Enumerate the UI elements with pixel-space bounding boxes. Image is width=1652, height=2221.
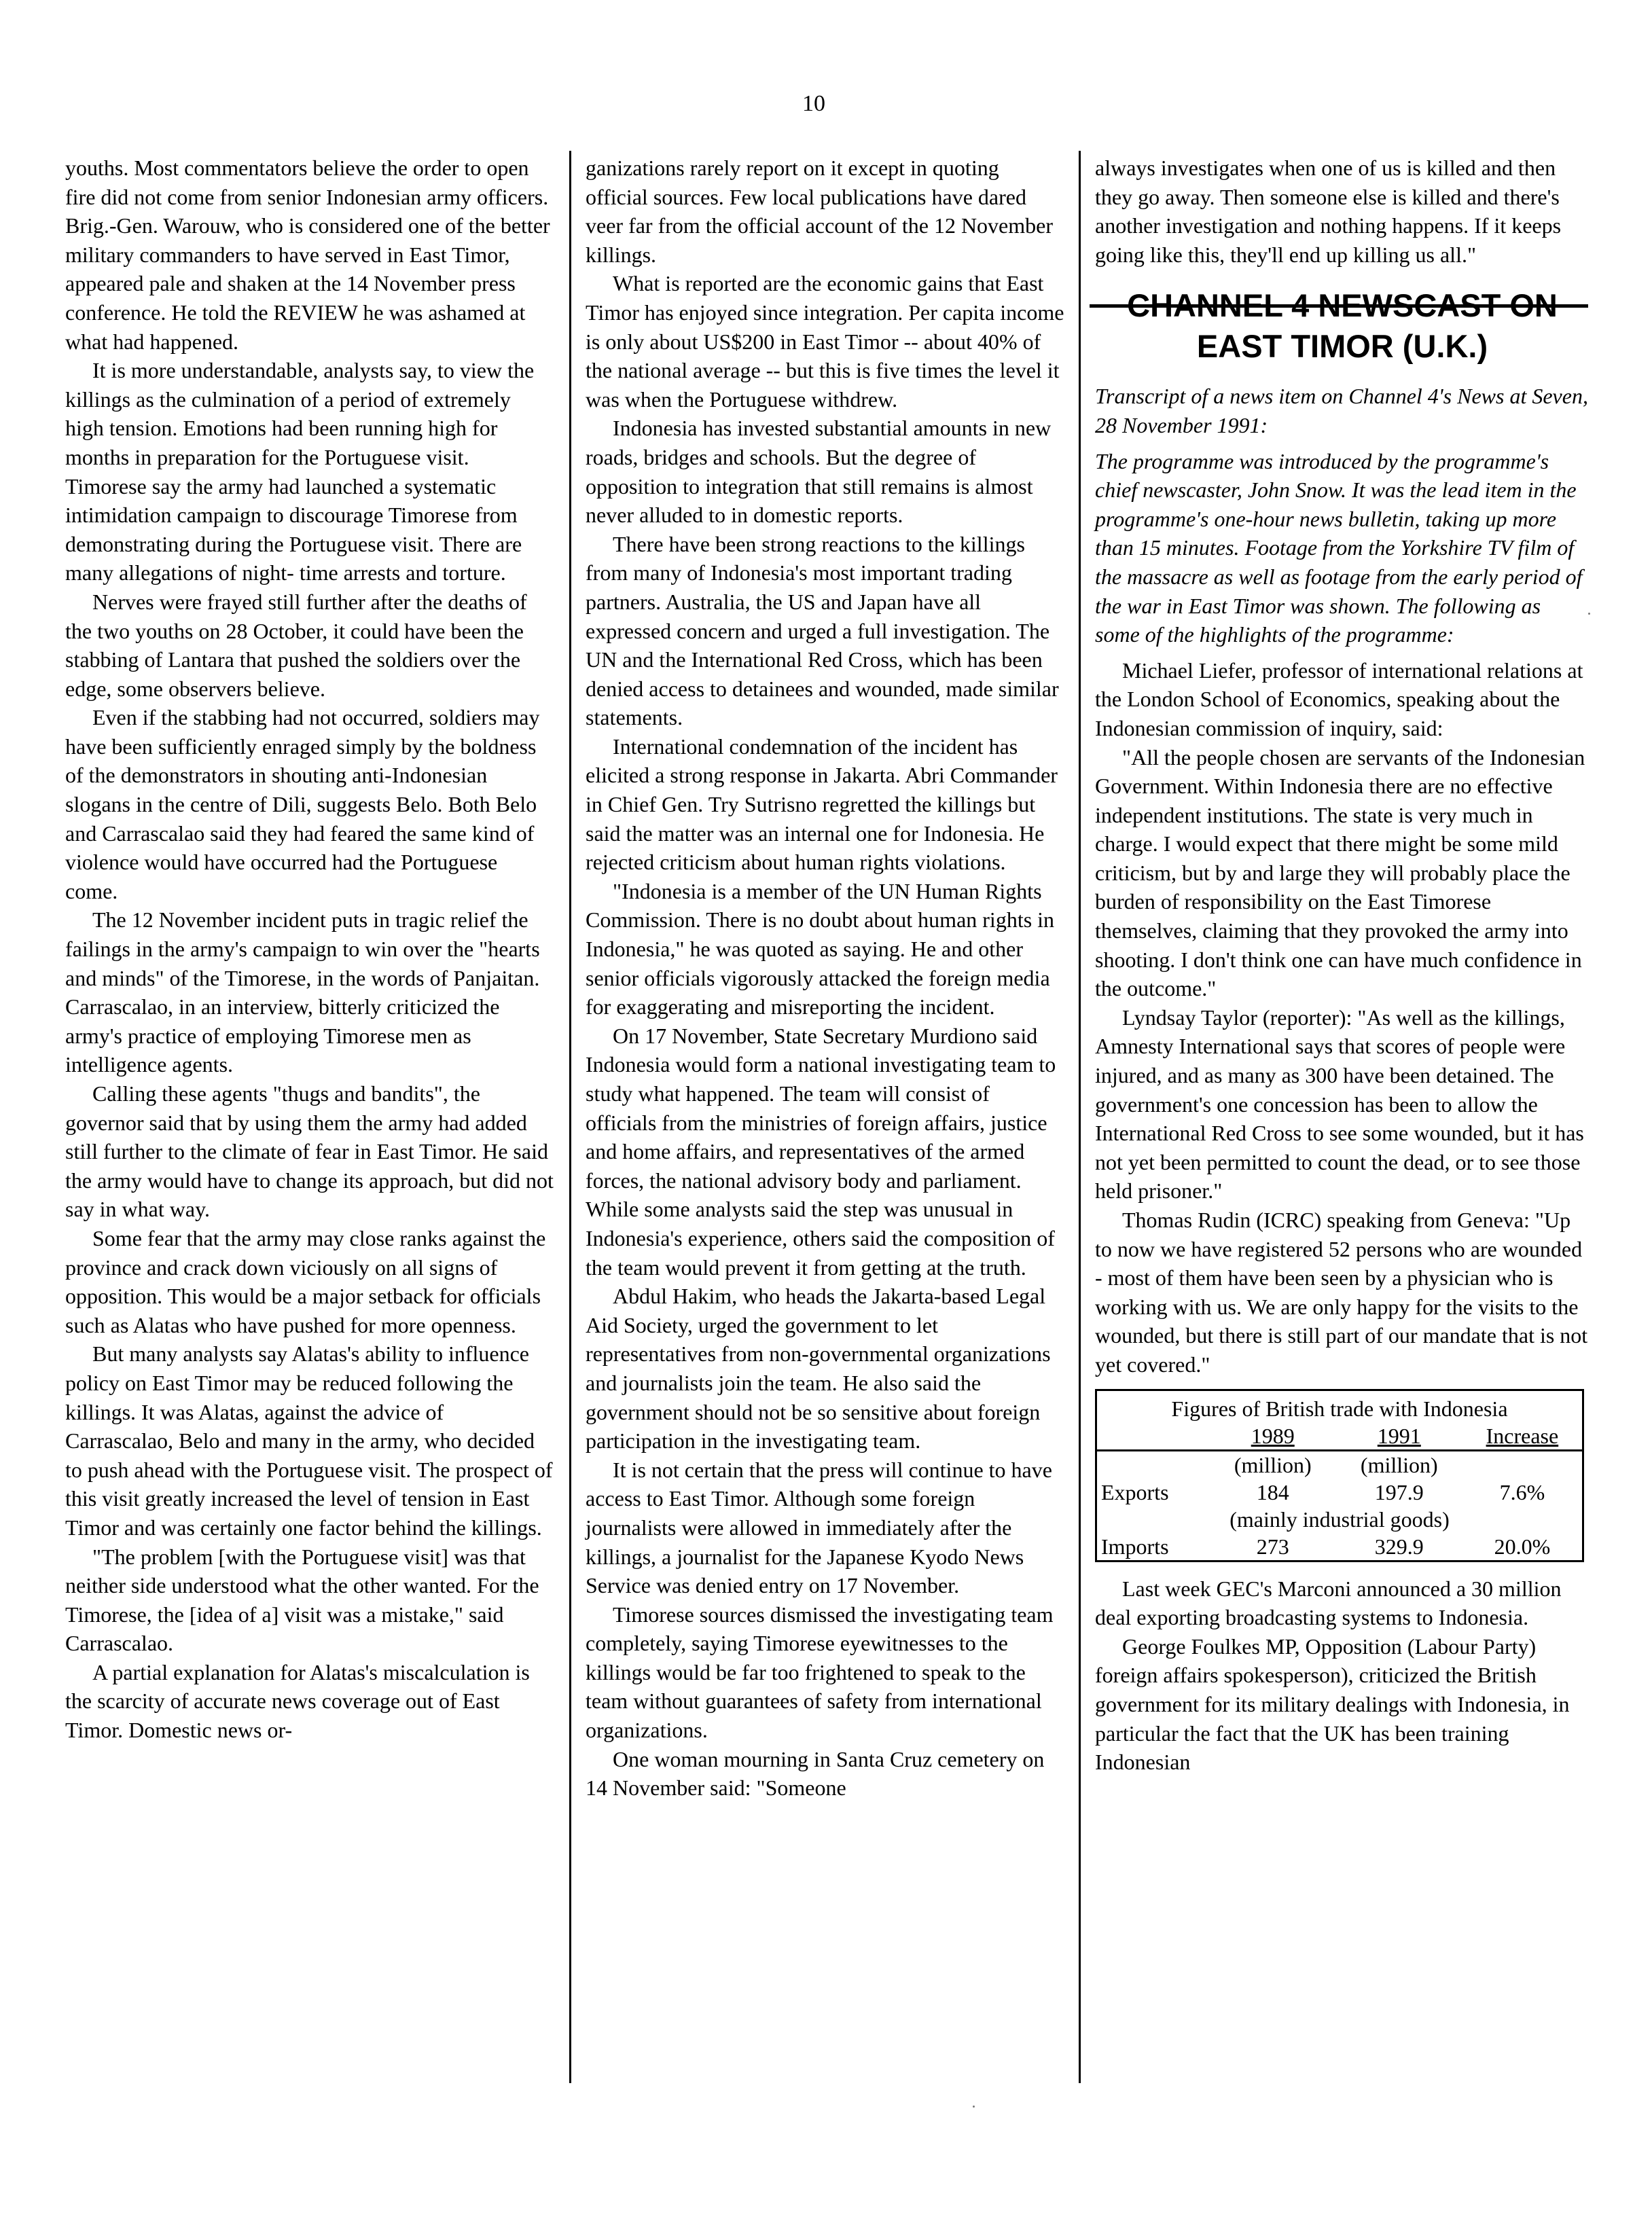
paragraph: It is more understandable, analysts say, to view the killings as the culmination of a period of extremely high tension. Emotions had been running high for months in preparation for the Portuguese visit. Timorese say the army had launched a systematic intimidation campaign to discourage Timorese from demonstrating during the Portuguese visit. There are many allegations of night- time arrests and torture. [65,358,535,585]
paragraph: Even if the stabbing had not occurred, soldiers may have been sufficiently enraged simply by the boldness of the demonstrators in shouting anti-Indonesian slogans in the centre of Dili, suggests Belo. Both Belo and Carrascalao said they had feared the same kind of violence would have occurred had the Portuguese come. [65,705,540,903]
table-note: (mainly industrial goods) [1229,1506,1450,1532]
paragraph: What is reported are the economic gains that East Timor has enjoyed since integration. Per capita income is only about US$200 in East Timor -- about 40% of the national average -- but this is five times the level it was when the Portuguese withdrew. [586,271,1064,412]
paragraph: Thomas Rudin (ICRC) speaking from Geneva: "Up to now we have registered 52 persons who are wounded - most of them have been seen by a physician who is working with us. We are only happy for the visits to the wounded, but there is still part of our mandate that is not yet covered." [1095,1208,1588,1377]
paragraph: Indonesia has invested substantial amounts in new roads, bridges and schools. But the degree of opposition to integration that still remains is almost never alluded to in domestic reports. [586,416,1052,528]
trade-figures-table [1095,1389,1584,1562]
paragraph: Timorese sources dismissed the investigating team completely, saying Timorese eyewitnesses to the killings would be far too frightened to speak to the team without guarantees of safety from international organizations. [586,1602,1054,1743]
paragraph: There have been strong reactions to the killings from many of Indonesia's most important trading partners. Australia, the US and Japan have all expressed concern and urged a full investigation. The UN and the International Red Cross, which has been denied access to detainees and wounded, made similar statements. [586,531,1059,730]
paragraph: youths. Most commentators believe the order to open fire did not come from senior Indonesian army officers. Brig.-Gen. Warouw, who is considered one of the better military commanders to have served in East Timor, appeared pale and shaken at the 14 November press conference. He told the REVIEW he was ashamed at what had happened. [65,156,550,354]
table-cell: 184 [1256,1479,1289,1504]
paragraph: On 17 November, State Secretary Murdiono said Indonesia would form a national investigating team to study what happened. The team will consist of officials from the ministries of foreign affairs, justice and home affairs, and representatives of the armed forces, the national advisory body and parliament. While some analysts said the step was unusual in Indonesia's experience, others said the composition of the team would prevent it from getting at the truth. [586,1023,1056,1280]
paragraph: Calling these agents "thugs and bandits", the governor said that by using them the army had added still further to the climate of fear in East Timor. He said the army would have to change its approach, but did not say in what way. [65,1081,554,1222]
paragraph: But many analysts say Alatas's ability to influence policy on East Timor may be reduced following the killings. It was Alatas, against the advice of Carrascalao, Belo and many in the army, who decided to push ahead with the Portuguese visit. The prospect of this visit greatly increased the level of tension in East Timor and was certainly one factor behind the killings. [65,1341,553,1540]
table-cell: 7.6% [1499,1479,1545,1504]
section-headline: CHANNEL 4 NEWSCAST ON EAST TIMOR (U.K.) [1127,287,1558,365]
paragraph: "All the people chosen are servants of the Indonesian Government. Within Indonesia there are no effective independent institutions. The state is very much in charge. I would expect that there might be some mild criticism, but by and large they will probably place the burden of responsibility on the East Timorese themselves, claiming that they provoked the army into shooting. I don't think one can have much confidence in the outcome." [1095,744,1585,1001]
column-divider-left [569,151,571,2083]
programme-intro: The programme was introduced by the programme's chief newscaster, John Snow. It was the lead item in the programme's one-hour news bulletin, taking up more than 15 minutes. Footage from the Yorkshire TV film of the massacre as well as footage from the early period of the war in East Timor was shown. The following as some of the highlights of the programme: [1095,448,1583,647]
table-header-empty [1096,1422,1210,1451]
paragraph: The 12 November incident puts in tragic relief the failings in the army's campaign to win over the "hearts and minds" of the Timorese, in the words of Panjaitan. Carrascalao, in an interview, bitterly criticized the army's practice of employing Timorese men as intelligence agents. [65,907,540,1077]
paragraph: George Foulkes MP, Opposition (Labour Party) foreign affairs spokesperson), criticized the British government for its military dealings with Indonesia, in particular the fact that the UK has been training Indonesian [1095,1633,1570,1775]
article-column-2 [586,154,1065,1803]
paragraph: Lyndsay Taylor (reporter): "As well as the killings, Amnesty International says that scores of people were injured, and as many as 300 have been detained. The government's one concession has been to allow the International Red Cross to see some wounded, but it has not yet been permitted to count the dead, or to see those held prisoner." [1095,1005,1584,1204]
article-column-3 [1095,154,1590,1777]
table-row [1096,1533,1583,1561]
transcript-intro: Transcript of a news item on Channel 4's News at Seven, 28 November 1991: [1095,384,1588,437]
table-cell: Exports [1101,1479,1169,1504]
table-row [1096,1479,1583,1506]
table-header-1991: 1991 [1377,1423,1421,1448]
paragraph: One woman mourning in Santa Cruz cemetery on 14 November said: "Someone [586,1746,1045,1801]
table-cell: Imports [1101,1534,1169,1559]
table-caption: Figures of British trade with Indonesia [1171,1396,1508,1421]
paragraph: Some fear that the army may close ranks against the province and crack down viciously on all signs of opposition. This would be a major setback for officials such as Alatas who have pushed for more openness. [65,1225,546,1337]
table-cell: 329.9 [1374,1534,1424,1559]
paragraph: ganizations rarely report on it except in quoting official sources. Few local publications have dared veer far from the official account of the 12 November killings. [586,156,1053,267]
page-number: 10 [802,91,825,116]
table-units: (million) [1234,1452,1312,1477]
paragraph: Last week GEC's Marconi announced a 30 million deal exporting broadcasting systems to Indonesia. [1095,1576,1562,1630]
paragraph: Abdul Hakim, who heads the Jakarta-based Legal Aid Society, urged the government to let representatives from non-governmental organizations and journalists join the team. He also said the government should not be so sensitive about foreign participation in the investigating team. [586,1284,1051,1453]
article-column-1 [65,154,554,1745]
paragraph: Michael Liefer, professor of international relations at the London School of Economics, speaking about the Indonesian commission of inquiry, said: [1095,657,1583,740]
paragraph: "The problem [with the Portuguese visit] was that neither side understood what the other wanted. For the Timorese, the [idea of a] visit was a mistake," said Carrascalao. [65,1544,539,1656]
paragraph: "Indonesia is a member of the UN Human Rights Commission. There is no doubt about human rights in Indonesia," he was quoted as saying. He and other senior officials vigorously attacked the foreign media for exaggerating and misreporting the incident. [586,878,1055,1019]
table-units: (million) [1360,1452,1438,1477]
table-cell: 20.0% [1494,1534,1551,1559]
paragraph: Nerves were frayed still further after the deaths of the two youths on 28 October, it could have been the stabbing of Lantara that pushed the soldiers over the edge, some observers believe. [65,589,527,701]
paragraph: always investigates when one of us is killed and then they go away. Then someone else is killed and there's another investigation and nothing happens. If it keeps going like this, they'll end up killing us all." [1095,156,1562,267]
scan-speck [973,2106,975,2108]
table-cell: 197.9 [1374,1479,1424,1504]
table-cell: 273 [1256,1534,1289,1559]
column-divider-right [1079,151,1081,2083]
paragraph: It is not certain that the press will continue to have access to East Timor. Although some foreign journalists were allowed in immediately after the killings, a journalist for the Japanese Kyodo News Service was denied entry on 17 November. [586,1457,1052,1598]
table-header-1989: 1989 [1251,1423,1295,1448]
table-header-increase: Increase [1486,1423,1559,1448]
paragraph: International condemnation of the incident has elicited a strong response in Jakarta. Abri Commander in Chief Gen. Try Sutrisno regretted the killings but said the matter was an internal one for Indonesia. He rejected criticism about human rights violations. [586,734,1058,875]
paragraph: A partial explanation for Alatas's miscalculation is the scarcity of accurate news coverage out of East Timor. Domestic news or- [65,1659,530,1743]
